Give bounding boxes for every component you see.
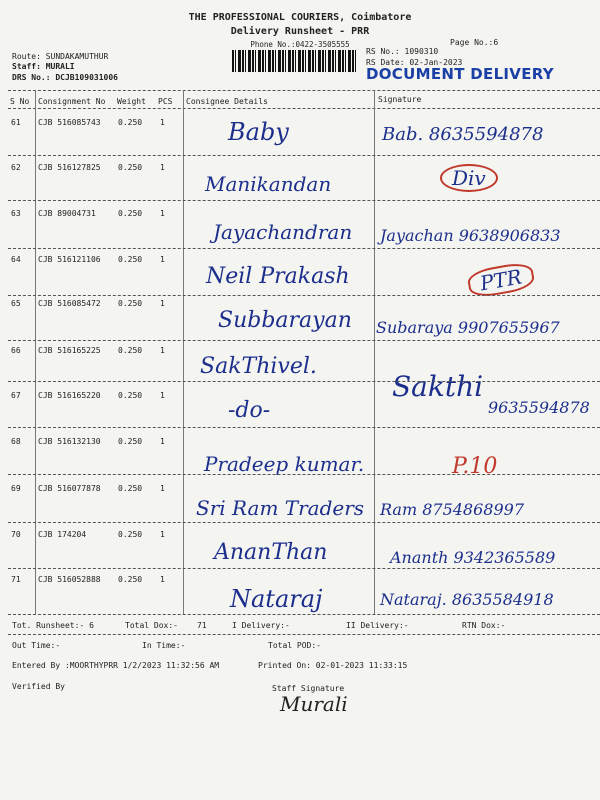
row-consignment: CJB 516052888 xyxy=(38,575,101,584)
row-consignee: Sri Ram Traders xyxy=(196,496,365,520)
row-consignee: -do- xyxy=(228,398,271,423)
table-bottom-divider xyxy=(8,614,600,615)
row-consignment: CJB 174204 xyxy=(38,530,87,539)
row-divider xyxy=(8,381,600,382)
row-pcs: 1 xyxy=(160,255,165,264)
row-sno: 64 xyxy=(11,255,21,264)
row-signature: PTR xyxy=(466,260,536,299)
row-weight: 0.250 xyxy=(118,209,143,218)
row-sno: 65 xyxy=(11,299,21,308)
row-consignment: CJB 516165220 xyxy=(38,391,101,400)
row-consignee: Baby xyxy=(228,118,289,146)
row-weight: 0.250 xyxy=(118,484,143,493)
row-weight: 0.250 xyxy=(118,299,143,308)
row-pcs: 1 xyxy=(160,437,165,446)
rs-date: RS Date: 02-Jan-2023 xyxy=(366,58,463,67)
col-divider-sno xyxy=(35,90,36,614)
row-pcs: 1 xyxy=(160,530,165,539)
drs-number: DRS No.: DCJB109031006 xyxy=(12,73,118,82)
row-sno: 63 xyxy=(11,209,21,218)
col-consignment: Consignment No xyxy=(38,97,106,106)
row-consignee: AnanThan xyxy=(214,540,328,565)
row-sno: 71 xyxy=(11,575,21,584)
row-sno: 68 xyxy=(11,437,21,446)
out-time: Out Time:- xyxy=(12,641,61,650)
row-sno: 69 xyxy=(11,484,21,493)
printed-on: Printed On: 02-01-2023 11:33:15 xyxy=(258,661,408,670)
row-sno: 67 xyxy=(11,391,21,400)
row-divider xyxy=(8,474,600,475)
ii-delivery: II Delivery:- xyxy=(346,621,409,630)
row-signature: Nataraj. 8635584918 xyxy=(380,590,554,609)
row-sno: 70 xyxy=(11,530,21,539)
row-consignee: Pradeep kumar. xyxy=(204,452,365,476)
table-header-divider xyxy=(8,108,600,109)
row-divider xyxy=(8,522,600,523)
col-consignee: Consignee Details xyxy=(186,97,268,106)
row-consignment: CJB 516127825 xyxy=(38,163,101,172)
row-divider xyxy=(8,295,600,296)
col-weight: Weight xyxy=(117,97,146,106)
row-sno: 62 xyxy=(11,163,21,172)
row-signature: Subaraya 9907655967 xyxy=(376,318,560,337)
row-consignment: CJB 516077878 xyxy=(38,484,101,493)
row-pcs: 1 xyxy=(160,299,165,308)
total-pod: Total POD:- xyxy=(268,641,321,650)
row-divider xyxy=(8,200,600,201)
row-consignment: CJB 516132130 xyxy=(38,437,101,446)
col-sno: S No xyxy=(10,97,30,106)
row-sno: 61 xyxy=(11,118,21,127)
footer-divider xyxy=(8,634,600,635)
tot-runsheet: Tot. Runsheet:- 6 xyxy=(12,621,94,630)
row-weight: 0.250 xyxy=(118,118,143,127)
row-signature: P.10 xyxy=(452,454,498,479)
runsheet-title: Delivery Runsheet - PRR xyxy=(230,26,370,37)
row-consignment: CJB 516121106 xyxy=(38,255,101,264)
row-pcs: 1 xyxy=(160,209,165,218)
row-signature: Ananth 9342365589 xyxy=(390,548,556,567)
i-delivery: I Delivery:- xyxy=(232,621,290,630)
phone-number: Phone No.:0422-3505555 xyxy=(250,40,350,49)
row-signature: Sakthi xyxy=(392,370,484,403)
col-signature: Signature xyxy=(378,95,422,104)
company-title: THE PROFESSIONAL COURIERS, Coimbatore xyxy=(188,12,412,23)
staff-label: Staff: MURALI xyxy=(12,62,75,71)
page-number: Page No.:6 xyxy=(450,38,499,47)
staff-signature: Murali xyxy=(280,692,348,716)
col-pcs: PCS xyxy=(158,97,173,106)
row-consignment: CJB 516085743 xyxy=(38,118,101,127)
row-consignee: SakThivel. xyxy=(200,354,317,379)
row-consignment: CJB 516165225 xyxy=(38,346,101,355)
rtn-dox: RTN Dox:- xyxy=(462,621,506,630)
row-divider xyxy=(8,340,600,341)
row-sno: 66 xyxy=(11,346,21,355)
row-consignee: Neil Prakash xyxy=(206,264,350,289)
entered-by: Entered By :MOORTHYPRR 1/2/2023 11:32:56 AM xyxy=(12,661,220,670)
row-divider xyxy=(8,568,600,569)
row-weight: 0.250 xyxy=(118,346,143,355)
verified-by: Verified By xyxy=(12,682,65,691)
row-pcs: 1 xyxy=(160,346,165,355)
row-divider xyxy=(8,155,600,156)
row-weight: 0.250 xyxy=(118,575,143,584)
row-consignee: Manikandan xyxy=(205,172,332,196)
row-divider xyxy=(8,248,600,249)
total-dox-value: 71 xyxy=(197,621,207,630)
row-signature: Div xyxy=(440,164,498,192)
row-divider xyxy=(8,427,600,428)
in-time: In Time:- xyxy=(142,641,186,650)
barcode xyxy=(232,50,358,72)
row-signature: 9635594878 xyxy=(488,398,590,417)
row-signature: Bab. 8635594878 xyxy=(382,124,544,145)
total-dox-label: Total Dox:- xyxy=(125,621,178,630)
row-signature: Jayachan 9638906833 xyxy=(380,226,561,245)
document-delivery-stamp: DOCUMENT DELIVERY xyxy=(366,65,554,83)
row-pcs: 1 xyxy=(160,163,165,172)
row-weight: 0.250 xyxy=(118,255,143,264)
row-consignee: Nataraj xyxy=(230,585,323,613)
row-consignment: CJB 516085472 xyxy=(38,299,101,308)
col-divider-pcs xyxy=(183,90,184,614)
row-pcs: 1 xyxy=(160,118,165,127)
staff-signature-label: Staff Signature xyxy=(272,684,345,693)
row-weight: 0.250 xyxy=(118,530,143,539)
row-consignee: Jayachandran xyxy=(213,220,353,244)
row-pcs: 1 xyxy=(160,575,165,584)
row-weight: 0.250 xyxy=(118,391,143,400)
row-pcs: 1 xyxy=(160,484,165,493)
row-signature: Ram 8754868997 xyxy=(380,500,525,519)
row-pcs: 1 xyxy=(160,391,165,400)
row-consignment: CJB 89004731 xyxy=(38,209,96,218)
table-top-divider xyxy=(8,90,600,91)
route-label: Route: SUNDAKAMUTHUR xyxy=(12,52,109,61)
row-weight: 0.250 xyxy=(118,437,143,446)
col-divider-consignee xyxy=(374,90,375,614)
row-consignee: Subbarayan xyxy=(218,308,352,333)
row-weight: 0.250 xyxy=(118,163,143,172)
rs-number: RS No.: 1090310 xyxy=(366,47,439,56)
